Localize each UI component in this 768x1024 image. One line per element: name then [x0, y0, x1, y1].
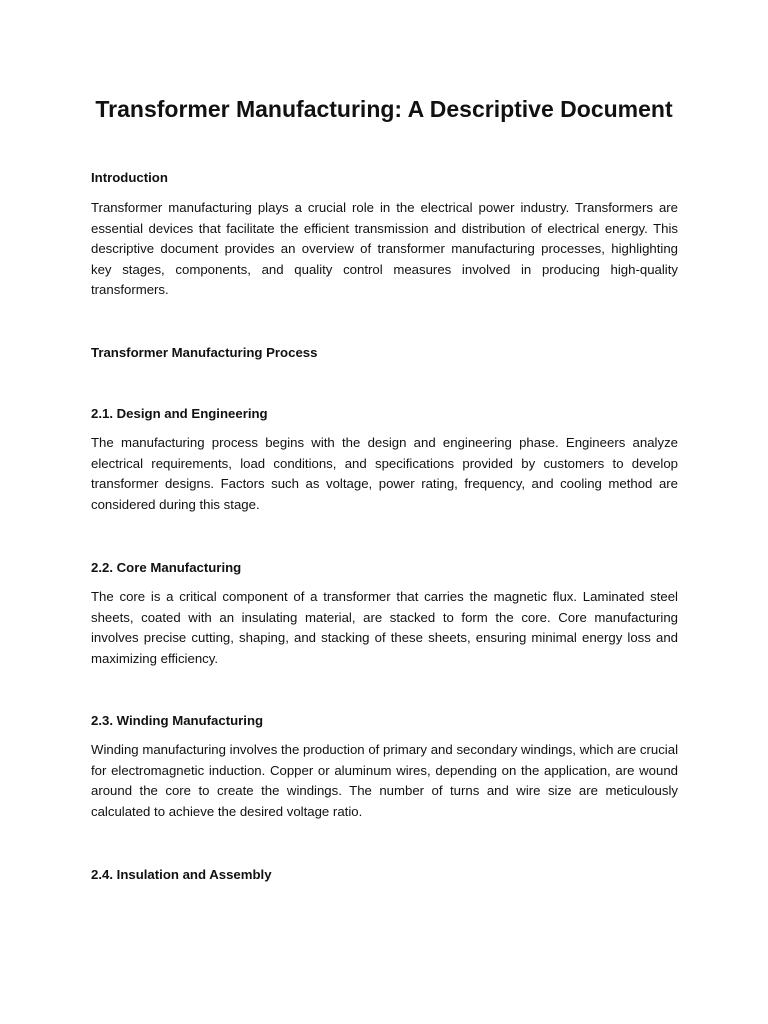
- section-heading-design-engineering: 2.1. Design and Engineering: [91, 406, 268, 421]
- section-heading-introduction: Introduction: [91, 170, 168, 185]
- document-title: Transformer Manufacturing: A Descriptive Document: [95, 96, 673, 122]
- section-heading-manufacturing-process: Transformer Manufacturing Process: [91, 345, 318, 360]
- section-body-design-engineering: The manufacturing process begins with the design and engineering phase. Engineers analyze electrical requirements, load conditions, and specifications provided by customers to develop transformer designs. Factors such as voltage, power rating, frequency, and cooling method are considered during this stage.: [91, 435, 678, 512]
- section-heading-insulation-assembly: 2.4. Insulation and Assembly: [91, 867, 272, 882]
- section-body-core-manufacturing: The core is a critical component of a transformer that carries the magnetic flux. Laminated steel sheets, coated with an insulating material, are stacked to form the core. Core manufacturing involves precise cutting, shaping, and stacking of these sheets, ensuring minimal energy loss and maximizing efficiency.: [91, 589, 678, 666]
- section-body-winding-manufacturing: Winding manufacturing involves the production of primary and secondary windings, which are crucial for electromagnetic induction. Copper or aluminum wires, depending on the application, are wound around the core to create the windings. The number of turns and wire size are meticulously calculated to achieve the desired voltage ratio.: [91, 742, 678, 819]
- section-heading-winding-manufacturing: 2.3. Winding Manufacturing: [91, 713, 264, 728]
- section-heading-core-manufacturing: 2.2. Core Manufacturing: [91, 560, 242, 575]
- section-body-introduction: Transformer manufacturing plays a crucial role in the electrical power industry. Transformers are essential devices that facilitate the efficient transmission and distribution of electrical energy. This descriptive document provides an overview of transformer manufacturing processes, highlighting key stages, components, and quality control measures involved in producing high-quality transformers.: [91, 200, 678, 298]
